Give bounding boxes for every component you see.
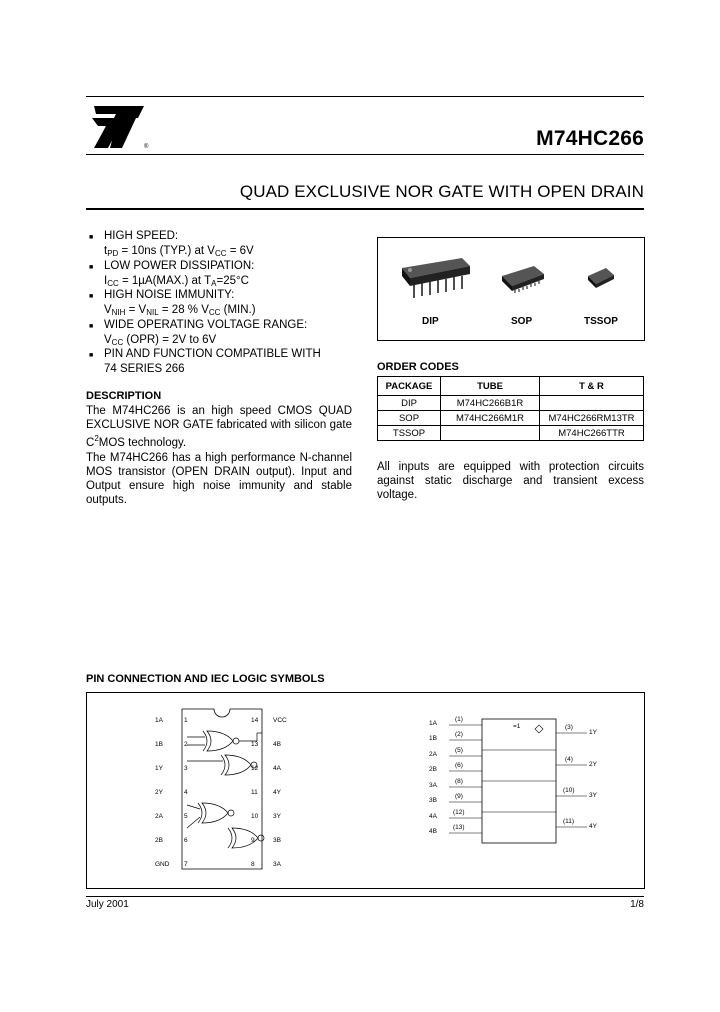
- feature-detail: 74 SERIES 266: [104, 362, 185, 375]
- pin-number: 13: [251, 741, 259, 748]
- iec-block-icon: [427, 713, 607, 873]
- iec-logic-symbol: [427, 713, 607, 873]
- bullet: ■: [89, 352, 94, 359]
- pin-connection-diagram: [147, 703, 297, 873]
- pin-label: 1B: [155, 741, 163, 748]
- iec-input-label: 2B: [429, 766, 437, 773]
- pin-number: 2: [184, 741, 188, 748]
- table-row: [378, 396, 644, 411]
- pin-label: 2B: [155, 837, 163, 844]
- column-header: T & R: [540, 377, 644, 396]
- dip-outline-icon: [147, 703, 297, 873]
- pin-label: VCC: [273, 717, 287, 724]
- sop-package-icon: [498, 264, 548, 294]
- table-cell: [540, 396, 644, 411]
- pin-label: 3Y: [273, 813, 281, 820]
- table-cell: DIP: [378, 396, 441, 411]
- feature-detail: $I_{CC} = 1\mu A(MAX.)$ at $T_A=25^\circ C$: [104, 274, 249, 288]
- description-text: MOS technology.: [98, 437, 187, 450]
- footer-rule: [86, 896, 644, 897]
- iec-input-number: (12): [453, 809, 465, 816]
- package-label-dip: DIP: [422, 316, 439, 327]
- header-bottom-rule: [86, 154, 644, 155]
- st-logo-icon: [86, 104, 156, 155]
- pin-connection-figure: [86, 692, 645, 889]
- bullet: ■: [89, 323, 94, 330]
- iec-input-number: (6): [455, 762, 463, 769]
- iec-output-number: (10): [563, 787, 575, 794]
- pin-number: 11: [251, 789, 258, 796]
- iec-output-label: 2Y: [589, 761, 597, 768]
- pin-label: 1A: [155, 717, 163, 724]
- feature-label: LOW POWER DISSIPATION:: [104, 260, 255, 272]
- table-cell: TSSOP: [378, 426, 441, 441]
- package-label-sop: SOP: [511, 316, 533, 327]
- protection-note: All inputs are equipped with protection circuits against static discharge and transient excess voltage.: [377, 461, 644, 502]
- description-paragraph: [86, 404, 352, 507]
- superscript: 2: [94, 434, 99, 444]
- pin-label: 4B: [273, 741, 281, 748]
- column-header: TUBE: [441, 377, 540, 396]
- pin-number: 6: [184, 837, 188, 844]
- feature-label: HIGH NOISE IMMUNITY:: [104, 289, 235, 301]
- feature-item: [104, 259, 254, 291]
- pin-number: 12: [251, 765, 259, 772]
- pin-label: 2Y: [155, 789, 163, 796]
- package-figure: [377, 237, 645, 341]
- pin-number: 1: [184, 717, 188, 724]
- table-header-row: [378, 377, 644, 396]
- description-text: The M74HC266 is an high speed CMOS QUAD EXCLUSIVE NOR GATE fabricated with silicon gate C: [86, 405, 352, 450]
- iec-input-label: 4A: [429, 813, 437, 820]
- footer-date: July 2001: [86, 899, 129, 910]
- iec-input-number: (1): [455, 716, 463, 723]
- table-cell: M74HC266RM13TR: [540, 411, 644, 426]
- iec-input-label: 1A: [429, 720, 437, 727]
- pin-section-heading: PIN CONNECTION AND IEC LOGIC SYMBOLS: [86, 673, 325, 685]
- feature-detail: $V_{NIH} = V_{NIL} = 28$ % $V_{CC}$ (MIN.): [104, 303, 256, 317]
- iec-input-number: (9): [455, 793, 463, 800]
- feature-label: HIGH SPEED:: [104, 230, 179, 242]
- pin-number: 14: [251, 717, 259, 724]
- iec-output-number: (11): [563, 818, 575, 825]
- iec-input-label: 3B: [429, 797, 437, 804]
- bullet: ■: [89, 264, 94, 271]
- iec-input-label: 3A: [429, 782, 437, 789]
- feature-label: WIDE OPERATING VOLTAGE RANGE:: [104, 319, 308, 331]
- bullet: ■: [89, 293, 94, 300]
- order-codes-heading: ORDER CODES: [377, 361, 459, 373]
- iec-input-label: 4B: [429, 828, 437, 835]
- bullet: ■: [89, 234, 94, 241]
- iec-output-label: 4Y: [589, 823, 597, 830]
- feature-item: [104, 229, 254, 261]
- pin-number: 9: [251, 837, 255, 844]
- iec-input-label: 2A: [429, 751, 437, 758]
- pin-label: 4Y: [273, 789, 281, 796]
- tssop-package-icon: [584, 266, 618, 292]
- pin-number: 3: [184, 765, 188, 772]
- part-number-title: M74HC266: [536, 127, 644, 150]
- pin-label: 3A: [273, 861, 281, 868]
- dip-package-icon: [396, 256, 476, 306]
- column-header: PACKAGE: [378, 377, 441, 396]
- iec-output-number: (3): [565, 724, 573, 731]
- pin-number: 10: [251, 813, 259, 820]
- pin-number: 5: [184, 813, 188, 820]
- order-codes-table: [377, 376, 644, 441]
- pin-label: 3B: [273, 837, 281, 844]
- table-cell: M74HC266B1R: [441, 396, 540, 411]
- iec-function-symbol: =1: [513, 723, 521, 730]
- table-cell: M74HC266TTR: [540, 426, 644, 441]
- table-cell: SOP: [378, 411, 441, 426]
- feature-item: [104, 288, 256, 320]
- pin-label: GND: [155, 861, 170, 868]
- iec-input-label: 1B: [429, 735, 437, 742]
- feature-item: [104, 347, 321, 376]
- table-row: [378, 411, 644, 426]
- package-label-tssop: TSSOP: [584, 316, 618, 327]
- description-heading: DESCRIPTION: [86, 390, 162, 402]
- table-cell: [441, 426, 540, 441]
- iec-input-number: (2): [455, 731, 463, 738]
- iec-input-number: (13): [453, 824, 465, 831]
- pin-number: 4: [184, 789, 188, 796]
- iec-output-label: 1Y: [589, 729, 597, 736]
- table-row: [378, 426, 644, 441]
- pin-number: 8: [251, 861, 255, 868]
- feature-label: PIN AND FUNCTION COMPATIBLE WITH: [104, 348, 321, 360]
- description-text-2: The M74HC266 has a high performance N-channel MOS transistor (OPEN DRAIN output). Input and Output ensure high noise immunity and stable outputs.: [86, 451, 352, 507]
- subtitle-rule: [86, 208, 644, 210]
- pin-label: 2A: [155, 813, 163, 820]
- feature-detail: $V_{CC}$ (OPR) = 2V to 6V: [104, 333, 217, 347]
- feature-item: [104, 318, 307, 350]
- iec-input-number: (8): [455, 778, 463, 785]
- table-cell: M74HC266M1R: [441, 411, 540, 426]
- header-top-rule: [86, 96, 644, 97]
- footer-page-number: 1/8: [630, 899, 644, 910]
- iec-output-label: 3Y: [589, 792, 597, 799]
- iec-input-number: (5): [455, 747, 463, 754]
- pin-number: 7: [184, 861, 188, 868]
- iec-output-number: (4): [565, 756, 573, 763]
- pin-label: 4A: [273, 765, 281, 772]
- svg-text:®: ®: [144, 144, 149, 150]
- pin-label: 1Y: [155, 765, 163, 772]
- feature-detail: $t_{PD} = 10ns$ (TYP.) at $V_{CC} = 6V$: [104, 244, 254, 258]
- document-subtitle: QUAD EXCLUSIVE NOR GATE WITH OPEN DRAIN: [239, 182, 644, 201]
